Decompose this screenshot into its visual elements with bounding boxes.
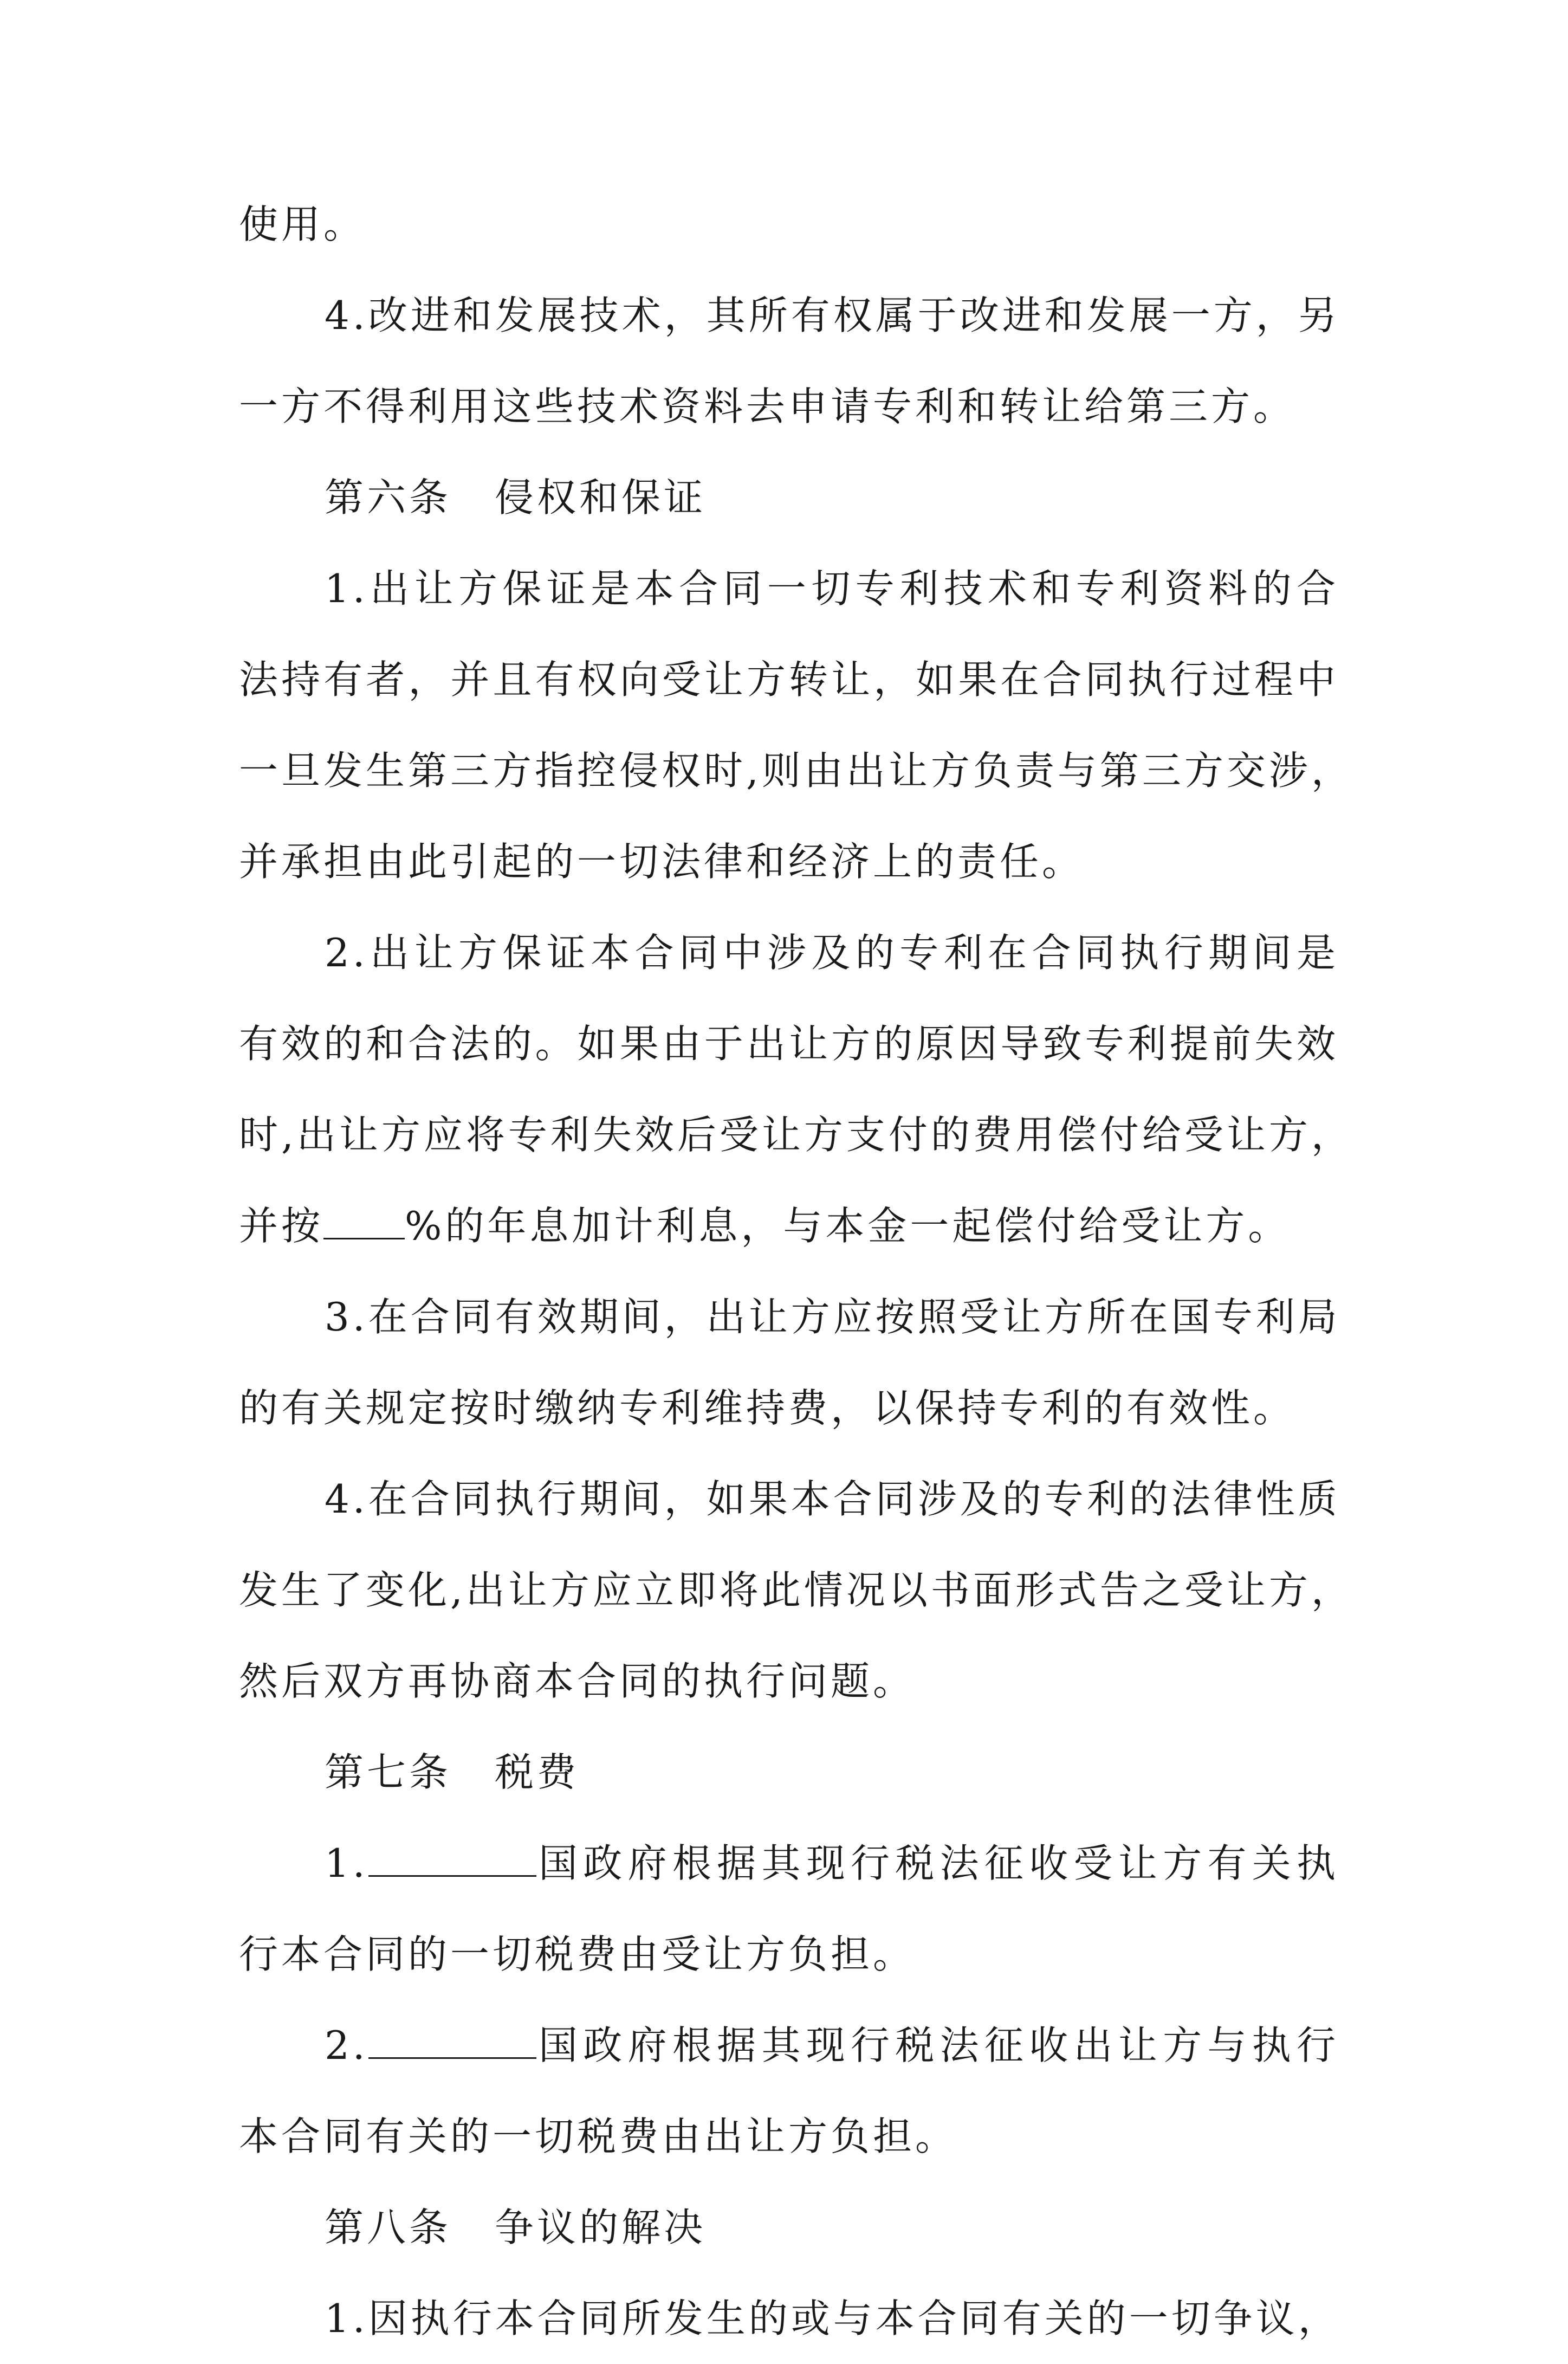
- text-segment: 并按: [239, 1203, 324, 1249]
- fill-in-blank: [368, 1844, 536, 1877]
- text-line: 然后双方再协商本合同的执行问题。: [239, 1658, 916, 1704]
- paragraph-start: 2.出让方保证本合同中涉及的专利在合同执行期间是: [325, 930, 1339, 976]
- paragraph-start: 4.改进和发展技术，其所有权属于改进和发展一方，另: [325, 293, 1340, 338]
- paragraph-start: 4.在合同执行期间，如果本合同涉及的专利的法律性质: [325, 1476, 1340, 1522]
- text-line-with-blank: [239, 1180, 1339, 1271]
- fill-in-blank: [323, 1206, 405, 1239]
- text-line: 有效的和合法的。如果由于出让方的原因导致专利提前失效: [239, 1021, 1339, 1067]
- paragraph-start-with-blank: [239, 2000, 1339, 2091]
- paragraph-start-with-blank: [239, 1818, 1339, 1909]
- article-heading: [239, 1727, 1339, 1818]
- article-number: 第八条: [325, 2205, 452, 2250]
- text-segment: 2.: [325, 2023, 368, 2068]
- text-line: 一旦发生第三方指控侵权时,则由出让方负责与第三方交涉，: [239, 748, 1353, 793]
- paragraph-start: 3.在合同有效期间，出让方应按照受让方所在国专利局: [325, 1294, 1340, 1340]
- text-line: 行本合同的一切税费由受让方负担。: [239, 1932, 916, 1977]
- text-line: 时,出让方应将专利失效后受让方支付的费用偿付给受让方，: [239, 1112, 1353, 1158]
- text-line: 本合同有关的一切税费由出让方负担。: [239, 2114, 958, 2159]
- text-segment: 国政府根据其现行税法征收出让方与执行: [536, 2023, 1339, 2068]
- text-segment: 国政府根据其现行税法征收受让方有关执: [536, 1840, 1339, 1886]
- text-line: 的有关规定按时缴纳专利维持费，以保持专利的有效性。: [239, 1385, 1296, 1431]
- article-title: 争议的解决: [495, 2205, 707, 2250]
- article-number: 第六条: [325, 475, 452, 520]
- text-segment: 1.: [325, 1840, 368, 1886]
- article-number: 第七条: [325, 1749, 452, 1795]
- text-line: 使用。: [239, 202, 366, 247]
- text-segment: %的年息加计利息，与本金一起偿付给受让方。: [405, 1203, 1291, 1249]
- article-heading: [239, 452, 1339, 543]
- text-line: 一方不得利用这些技术资料去申请专利和转让给第三方。: [239, 384, 1296, 429]
- article-title: 税费: [495, 1749, 580, 1795]
- fill-in-blank: [368, 2026, 536, 2059]
- article-heading: [239, 2182, 1339, 2273]
- contract-body: [239, 179, 1353, 2364]
- paragraph-start: 1.因执行本合同所发生的或与本合同有关的一切争议，: [325, 2296, 1340, 2341]
- text-line: 发生了变化,出让方应立即将此情况以书面形式告之受让方，: [239, 1567, 1353, 1613]
- text-line: 法持有者，并且有权向受让方转让，如果在合同执行过程中: [239, 657, 1339, 702]
- text-line: 并承担由此引起的一切法律和经济上的责任。: [239, 839, 1085, 884]
- article-title: 侵权和保证: [495, 475, 707, 520]
- paragraph-start: 1.出让方保证是本合同一切专利技术和专利资料的合: [325, 566, 1339, 611]
